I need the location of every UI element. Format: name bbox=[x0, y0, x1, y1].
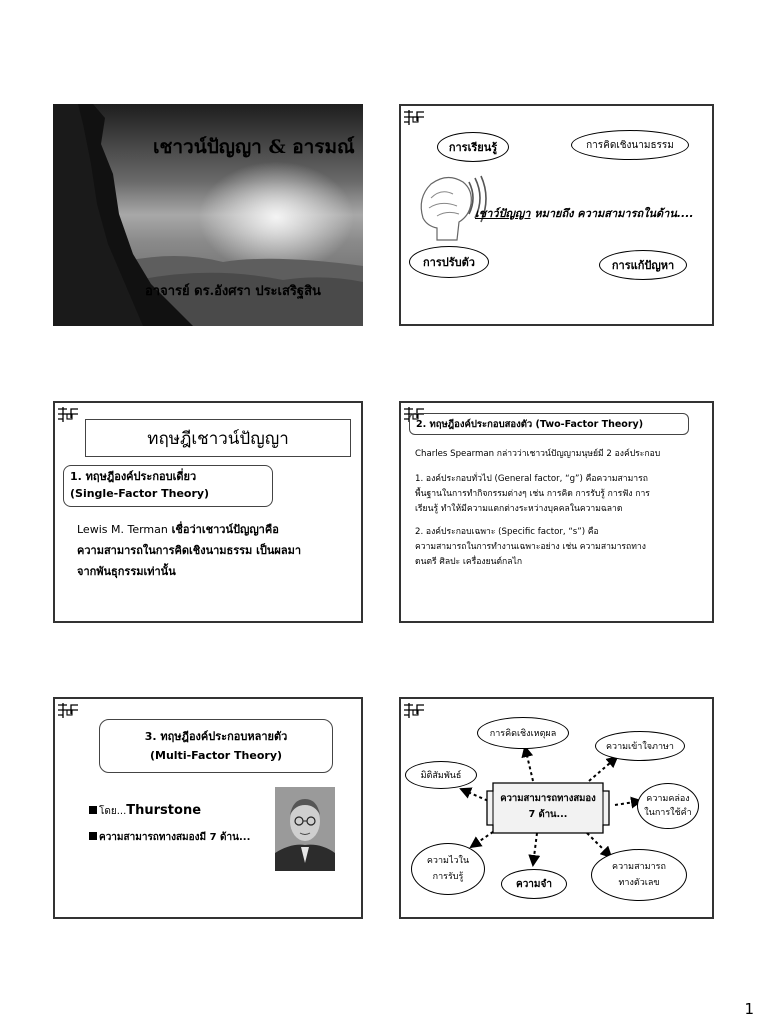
word-fluency-line-2: ในการใช้คำ bbox=[644, 808, 692, 818]
specific-factor-line-1: 2. องค์ประกอบเฉพาะ (Specific factor, “s”) คือ bbox=[415, 527, 599, 537]
terman-line-2: ความสามารถในการคิดเชิงนามธรรม เป็นผลมา bbox=[77, 544, 302, 557]
oval-adaptation: การปรับตัว bbox=[409, 246, 489, 278]
numerical-line-1: ความสามารถ bbox=[612, 862, 666, 872]
slide-1 bbox=[53, 104, 363, 326]
oval-abstract-thinking: การคิดเชิงนามธรรม bbox=[571, 130, 689, 160]
terman-description bbox=[77, 519, 301, 582]
square-bullet-icon bbox=[89, 832, 97, 840]
bullet-2-text: ความสามารถทางสมองมี 7 ด้าน... bbox=[99, 832, 251, 843]
perceptual-line-2: การรับรู้ bbox=[432, 872, 464, 882]
slide-1-author: อาจารย์ ดร.อังศรา ประเสริฐสิน bbox=[145, 284, 321, 299]
oval-learning: การเรียนรู้ bbox=[437, 132, 509, 162]
word-fluency-line-1: ความคล่อง bbox=[646, 794, 690, 804]
center-concept bbox=[495, 791, 601, 823]
slide-5 bbox=[53, 697, 363, 919]
oval-numerical-ability bbox=[591, 849, 687, 901]
perceptual-line-1: ความไวใน bbox=[426, 856, 470, 866]
definition-rest: หมายถึง ความสามารถในด้าน.... bbox=[530, 207, 694, 220]
terman-line-1: เชื่อว่าเชาวน์ปัญญาคือ bbox=[167, 523, 279, 536]
oval-perceptual-speed bbox=[411, 843, 485, 895]
single-factor-box bbox=[63, 465, 273, 507]
multi-factor-english: (Multi-Factor Theory) bbox=[149, 749, 283, 762]
seven-abilities-bullet bbox=[89, 825, 250, 845]
page-number: 1 bbox=[744, 1000, 754, 1018]
slide-4-title-box bbox=[409, 413, 689, 435]
numerical-line-2: ทางตัวเลข bbox=[618, 878, 660, 888]
center-line-1: ความสามารถทางสมอง bbox=[500, 793, 596, 804]
slide-4-body bbox=[415, 447, 660, 570]
slide-3-title: ทฤษฎีเชาวน์ปัญญา bbox=[147, 428, 289, 449]
slide-2 bbox=[399, 104, 714, 326]
oval-problem-solving: การแก้ปัญหา bbox=[599, 250, 687, 280]
slide-6 bbox=[399, 697, 714, 919]
square-bullet-icon bbox=[89, 806, 97, 814]
oval-memory: ความจำ bbox=[501, 869, 567, 899]
general-factor-line-1: 1. องค์ประกอบทั่วไป (General factor, “g”) คือความสามารถ bbox=[415, 474, 648, 484]
intelligence-definition bbox=[475, 204, 694, 222]
slide-1-title: เชาวน์ปัญญา & อารมณ์ bbox=[153, 136, 355, 158]
definition-term: เชาว์ปัญญา bbox=[475, 207, 531, 220]
slide-4-title: 2. ทฤษฎีองค์ประกอบสองตัว (Two-Factor Theory) bbox=[416, 418, 644, 430]
slide-3 bbox=[53, 401, 363, 623]
thurstone-bullet bbox=[89, 799, 201, 819]
single-factor-english: (Single-Factor Theory) bbox=[70, 487, 210, 500]
terman-line-3: จากพันธุกรรมเท่านั้น bbox=[77, 565, 176, 578]
corner-ornament-icon bbox=[403, 108, 425, 126]
oval-spatial: มิติสัมพันธ์ bbox=[405, 761, 477, 789]
slide-3-title-box bbox=[85, 419, 351, 457]
oval-word-fluency bbox=[637, 783, 699, 829]
slide-4 bbox=[399, 401, 714, 623]
multi-factor-title-box bbox=[99, 719, 333, 773]
oval-reasoning: การคิดเชิงเหตุผล bbox=[477, 717, 569, 749]
single-factor-heading: 1. ทฤษฎีองค์ประกอบเดี่ยว bbox=[70, 470, 197, 483]
spearman-intro: Charles Spearman กล่าวว่าเชาวน์ปัญญามนุษย์มี 2 องค์ประกอบ bbox=[415, 449, 661, 459]
bullet-1-prefix: โดย... bbox=[99, 806, 127, 817]
corner-ornament-icon bbox=[57, 701, 79, 719]
general-factor-line-2: พื้นฐานในการทำกิจกรรมต่างๆ เช่น การคิด การรับรู้ การฟัง การ bbox=[415, 489, 650, 499]
thurstone-name: Thurstone bbox=[126, 803, 202, 818]
terman-name: Lewis M. Terman bbox=[77, 523, 168, 536]
thurstone-portrait bbox=[275, 787, 335, 871]
general-factor-line-3: เรียนรู้ ทำให้มีความแตกต่างระหว่างบุคคลในความฉลาด bbox=[415, 504, 623, 514]
specific-factor-line-2: ความสามารถในการทำงานเฉพาะอย่าง เช่น ความสามารถทาง bbox=[415, 542, 646, 552]
specific-factor-line-3: ดนตรี ศิลปะ เครื่องยนต์กลไก bbox=[415, 557, 523, 567]
oval-verbal-comprehension: ความเข้าใจภาษา bbox=[595, 731, 685, 761]
corner-ornament-icon bbox=[57, 405, 79, 423]
multi-factor-heading: 3. ทฤษฎีองค์ประกอบหลายตัว bbox=[144, 730, 288, 743]
center-line-2: 7 ด้าน... bbox=[528, 809, 568, 820]
